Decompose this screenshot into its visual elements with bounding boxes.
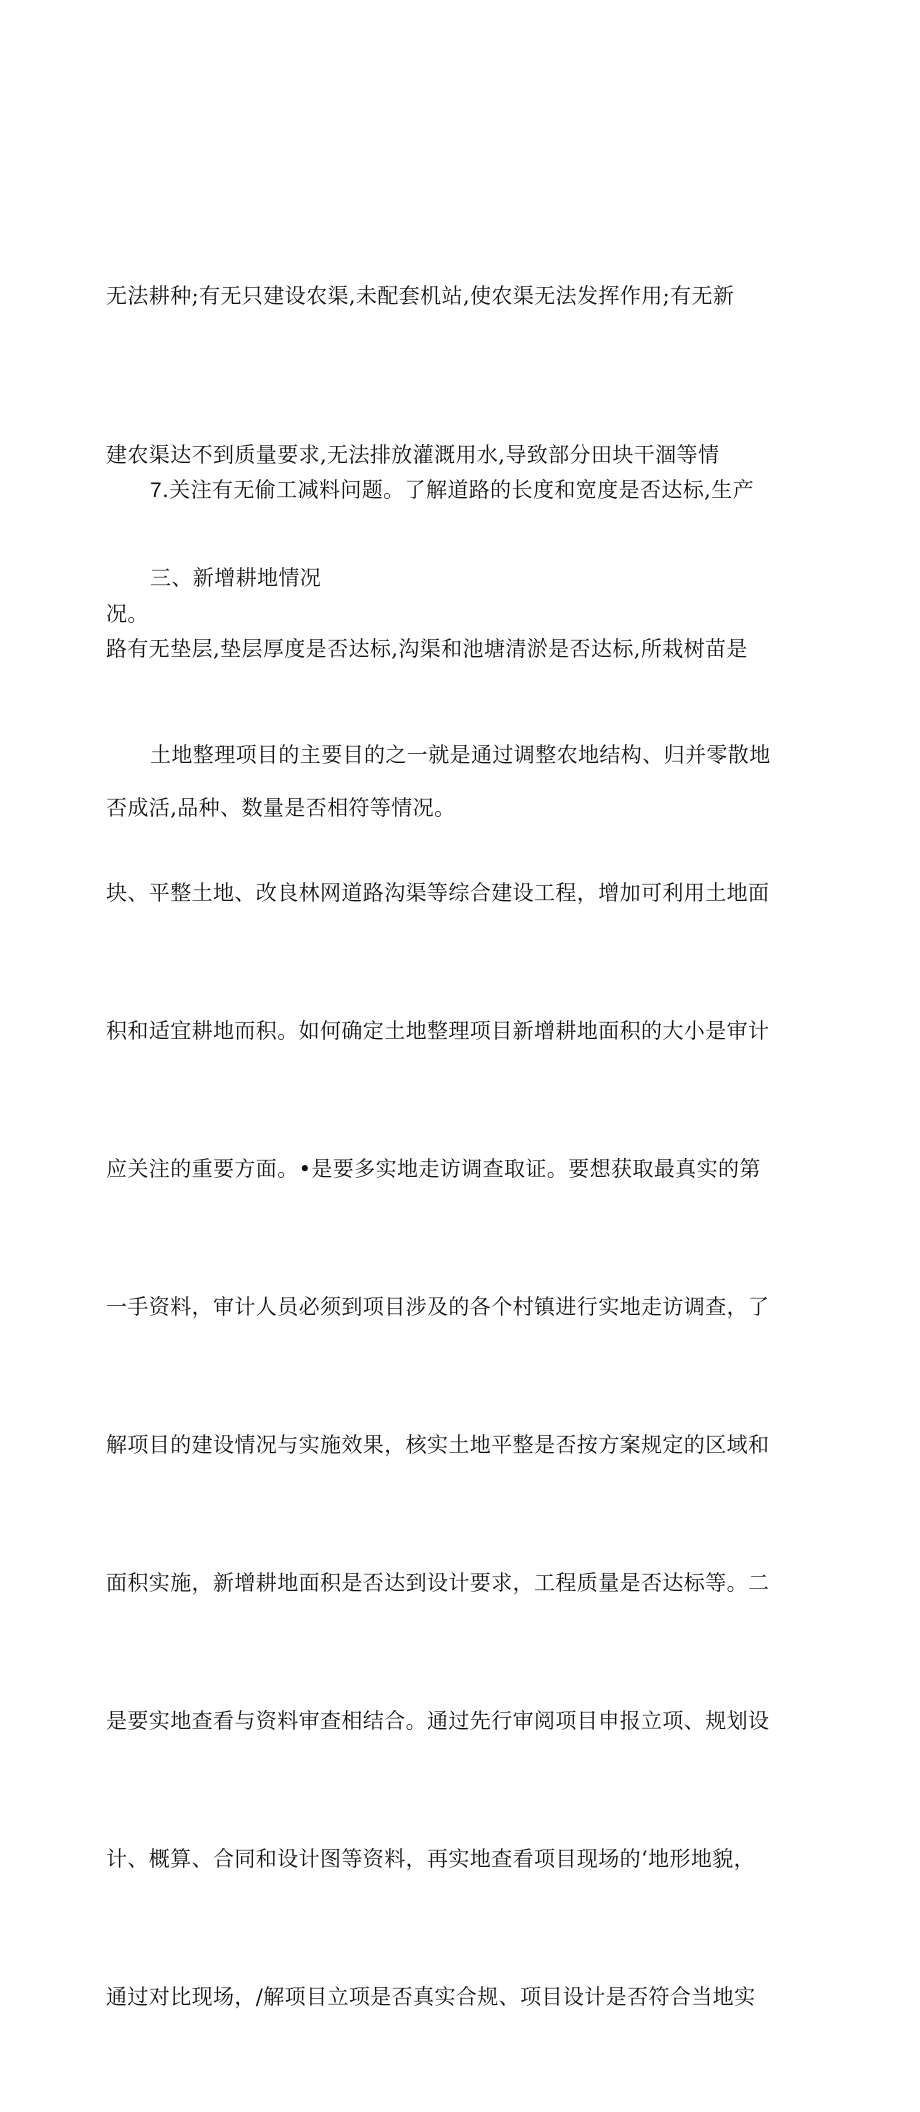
text-line: 计、概算、合同和设计图等资料，再实地查看项目现场的‘地形地貌， bbox=[106, 1847, 756, 1871]
paragraph-new-farmland bbox=[106, 640, 822, 2112]
text-line: 面积实施，新增耕地面积是否达到设计要求，工程质量是否达标等。二 bbox=[106, 1571, 770, 1595]
text-line-content: .关注有无偷工减料问题。了解道路的长度和宽度是否达标,生产 bbox=[162, 478, 755, 502]
text-line: 块、平整土地、改良林网道路沟渠等综合建设工程，增加可利用土地面 bbox=[106, 881, 770, 905]
section-heading-3: 三、新增耕地情况 bbox=[150, 566, 322, 590]
text-line bbox=[106, 464, 822, 517]
text-line: 积和适宜耕地而积。如何确定土地整理项目新增耕地面积的大小是审计 bbox=[106, 1019, 770, 1043]
item-number: 7 bbox=[150, 479, 163, 502]
text-line: 无法耕种;有无只建设农渠,未配套机站,使农渠无法发挥作用;有无新 bbox=[106, 284, 735, 308]
text-line: 通过对比现场，/解项目立项是否真实合规、项目设计是否符合当地实 bbox=[106, 1985, 756, 2009]
text-line-content: 土地整理项目的主要目的之一就是通过调整农地结构、归并零散地 bbox=[150, 743, 771, 767]
text-line: 况。 bbox=[106, 602, 149, 626]
text-line: 解项目的建设情况与实施效果，核实土地平整是否按方案规定的区域和 bbox=[106, 1433, 770, 1457]
text-line: 是要实地查看与资料审查相结合。通过先行审阅项目申报立项、规划设 bbox=[106, 1709, 770, 1733]
text-line: 建农渠达不到质量要求,无法排放灌溉用水,导致部分田块干涸等情 bbox=[106, 443, 720, 467]
text-line bbox=[106, 732, 822, 778]
text-line: 路有无垫层,垫层厚度是否达标,沟渠和池塘清淤是否达标,所栽树苗是 bbox=[106, 637, 748, 661]
text-line: 应关注的重要方面。•是要多实地走访调查取证。要想获取最真实的第 bbox=[106, 1157, 761, 1181]
text-line: 一手资料，审计人员必须到项目涉及的各个村镇进行实地走访调查，了 bbox=[106, 1295, 770, 1319]
text-line: 否成活,品种、数量是否相符等情况。 bbox=[106, 796, 456, 820]
